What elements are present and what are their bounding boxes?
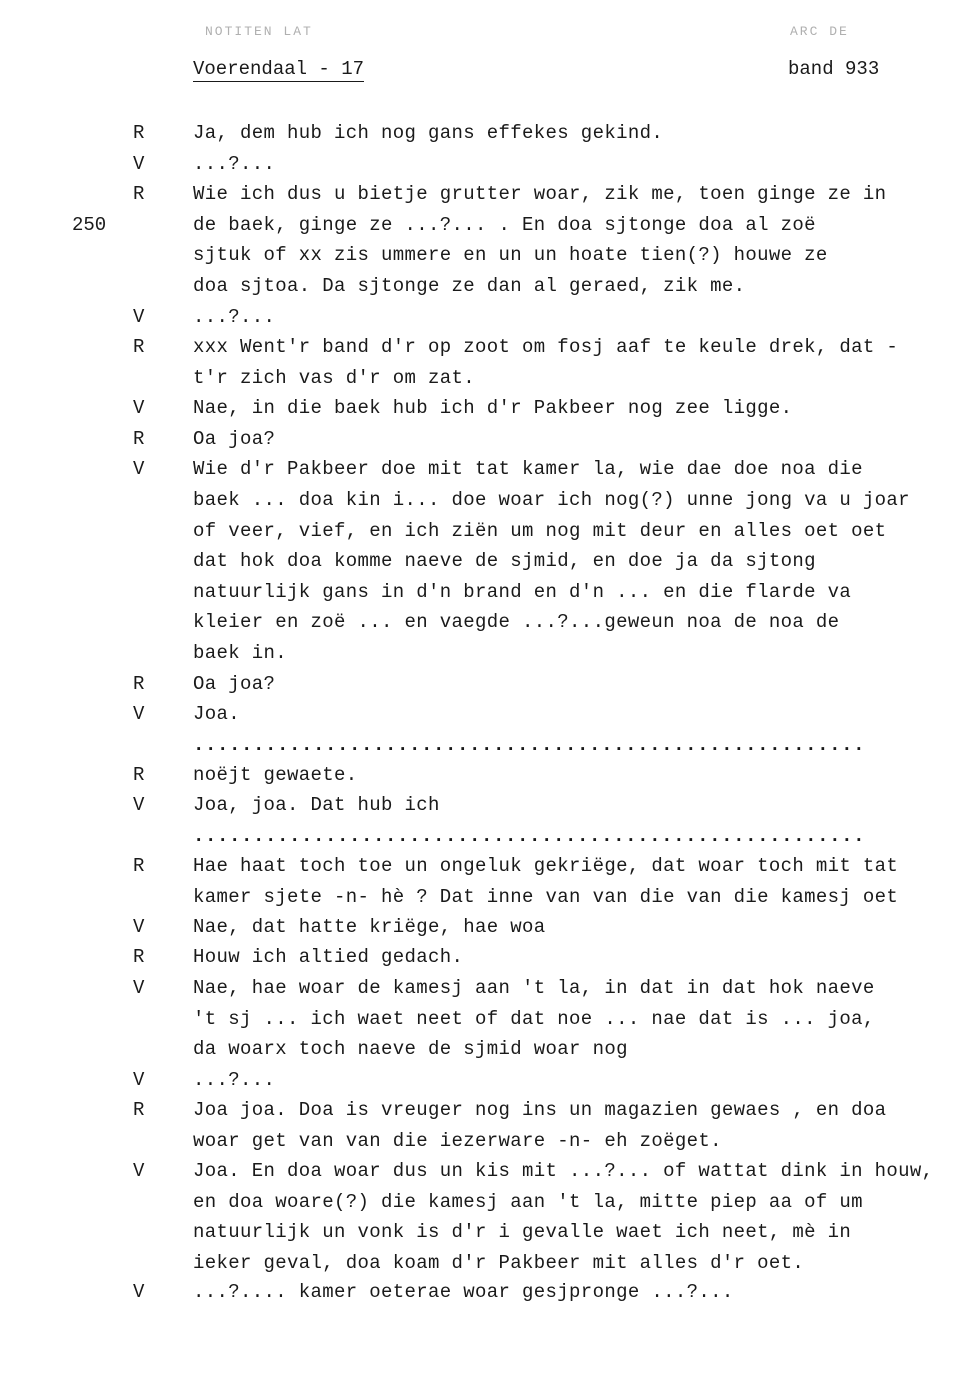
dotted-separator: ........................................................ bbox=[193, 734, 866, 756]
transcript-line: en doa woare(?) die kamesj aan 't la, mitte piep aa of um bbox=[193, 1191, 863, 1213]
transcript-line: Wie ich dus u bietje grutter woar, zik me, toen ginge ze in bbox=[193, 183, 887, 205]
speaker-label: V bbox=[133, 306, 145, 328]
page-title: Voerendaal - 17 bbox=[193, 58, 365, 80]
speaker-label: R bbox=[133, 183, 145, 205]
speaker-label: V bbox=[133, 153, 145, 175]
stamp-right: ARC DE bbox=[790, 24, 849, 39]
transcript-line: t'r zich vas d'r om zat. bbox=[193, 367, 476, 389]
transcript-line: Oa joa? bbox=[193, 428, 276, 450]
speaker-label: R bbox=[133, 946, 145, 968]
speaker-label: R bbox=[133, 122, 145, 144]
transcript-line: Joa, joa. Dat hub ich bbox=[193, 794, 440, 816]
transcript-line: da woarx toch naeve de sjmid woar nog bbox=[193, 1038, 628, 1060]
transcript-line: ...?.... kamer oeterae woar gesjpronge ...?... bbox=[193, 1281, 734, 1303]
speaker-label: V bbox=[133, 977, 145, 999]
speaker-label: R bbox=[133, 428, 145, 450]
speaker-label: V bbox=[133, 916, 145, 938]
transcript-line: ieker geval, doa koam d'r Pakbeer mit alles d'r oet. bbox=[193, 1252, 805, 1274]
dotted-separator: ........................................................ bbox=[193, 825, 866, 847]
speaker-label: V bbox=[133, 1281, 145, 1303]
speaker-label: R bbox=[133, 673, 145, 695]
transcript-line: baek in. bbox=[193, 642, 288, 664]
transcript-line: doa sjtoa. Da sjtonge ze dan al geraed, zik me. bbox=[193, 275, 746, 297]
transcript-line: de baek, ginge ze ...?... . En doa sjtonge doa al zoë bbox=[193, 214, 816, 236]
transcript-line: noëjt gewaete. bbox=[193, 764, 358, 786]
transcript-line: kamer sjete -n- hè ? Dat inne van van die van die kamesj oet bbox=[193, 886, 899, 908]
transcript-line: ...?... bbox=[193, 1069, 276, 1091]
transcript-line: kleier en zoë ... en vaegde ...?...geweun noa de noa de bbox=[193, 611, 840, 633]
speaker-label: R bbox=[133, 764, 145, 786]
transcript-line: Hae haat toch toe un ongeluk gekriëge, dat woar toch mit tat bbox=[193, 855, 899, 877]
speaker-label: V bbox=[133, 794, 145, 816]
transcript-line: natuurlijk gans in d'n brand en d'n ... en die flarde va bbox=[193, 581, 852, 603]
speaker-label: R bbox=[133, 1099, 145, 1121]
transcript-line: natuurlijk un vonk is d'r i gevalle waet ich neet, mè in bbox=[193, 1221, 852, 1243]
transcript-line: Joa joa. Doa is vreuger nog ins un magazien gewaes , en doa bbox=[193, 1099, 887, 1121]
transcript-line: woar get van van die iezerware -n- eh zoëget. bbox=[193, 1130, 722, 1152]
transcript-line: Oa joa? bbox=[193, 673, 276, 695]
transcript-line: xxx Went'r band d'r op zoot om fosj aaf te keule drek, dat - bbox=[193, 336, 899, 358]
transcript-line: sjtuk of xx zis ummere en un un hoate tien(?) houwe ze bbox=[193, 244, 828, 266]
transcript-line: Joa. En doa woar dus un kis mit ...?... of wattat dink in houw, bbox=[193, 1160, 934, 1182]
transcript-line: Wie d'r Pakbeer doe mit tat kamer la, wie dae doe noa die bbox=[193, 458, 863, 480]
speaker-label: V bbox=[133, 397, 145, 419]
speaker-label: V bbox=[133, 703, 145, 725]
speaker-label: V bbox=[133, 458, 145, 480]
transcript-line: Ja, dem hub ich nog gans effekes gekind. bbox=[193, 122, 664, 144]
speaker-label: R bbox=[133, 855, 145, 877]
transcript-line: 't sj ... ich waet neet of dat noe ... nae dat is ... joa, bbox=[193, 1008, 875, 1030]
speaker-label: V bbox=[133, 1160, 145, 1182]
transcript-line: Nae, hae woar de kamesj aan 't la, in dat in dat hok naeve bbox=[193, 977, 875, 999]
transcript-line: dat hok doa komme naeve de sjmid, en doe ja da sjtong bbox=[193, 550, 816, 572]
band-number: band 933 bbox=[788, 58, 880, 80]
transcript-line: Houw ich altied gedach. bbox=[193, 946, 464, 968]
speaker-label: V bbox=[133, 1069, 145, 1091]
transcript-line: baek ... doa kin i... doe woar ich nog(?) unne jong va u joar bbox=[193, 489, 910, 511]
transcript-line: Nae, dat hatte kriëge, hae woa bbox=[193, 916, 546, 938]
speaker-label: R bbox=[133, 336, 145, 358]
transcript-line: ...?... bbox=[193, 153, 276, 175]
transcript-line: of veer, vief, en ich ziën um nog mit deur en alles oet oet bbox=[193, 520, 887, 542]
transcript-line: Nae, in die baek hub ich d'r Pakbeer nog zee ligge. bbox=[193, 397, 793, 419]
margin-number: 250 bbox=[72, 214, 107, 236]
transcript-line: Joa. bbox=[193, 703, 241, 725]
stamp-left: NOTITEN LAT bbox=[205, 24, 313, 39]
transcript-line: ...?... bbox=[193, 306, 276, 328]
